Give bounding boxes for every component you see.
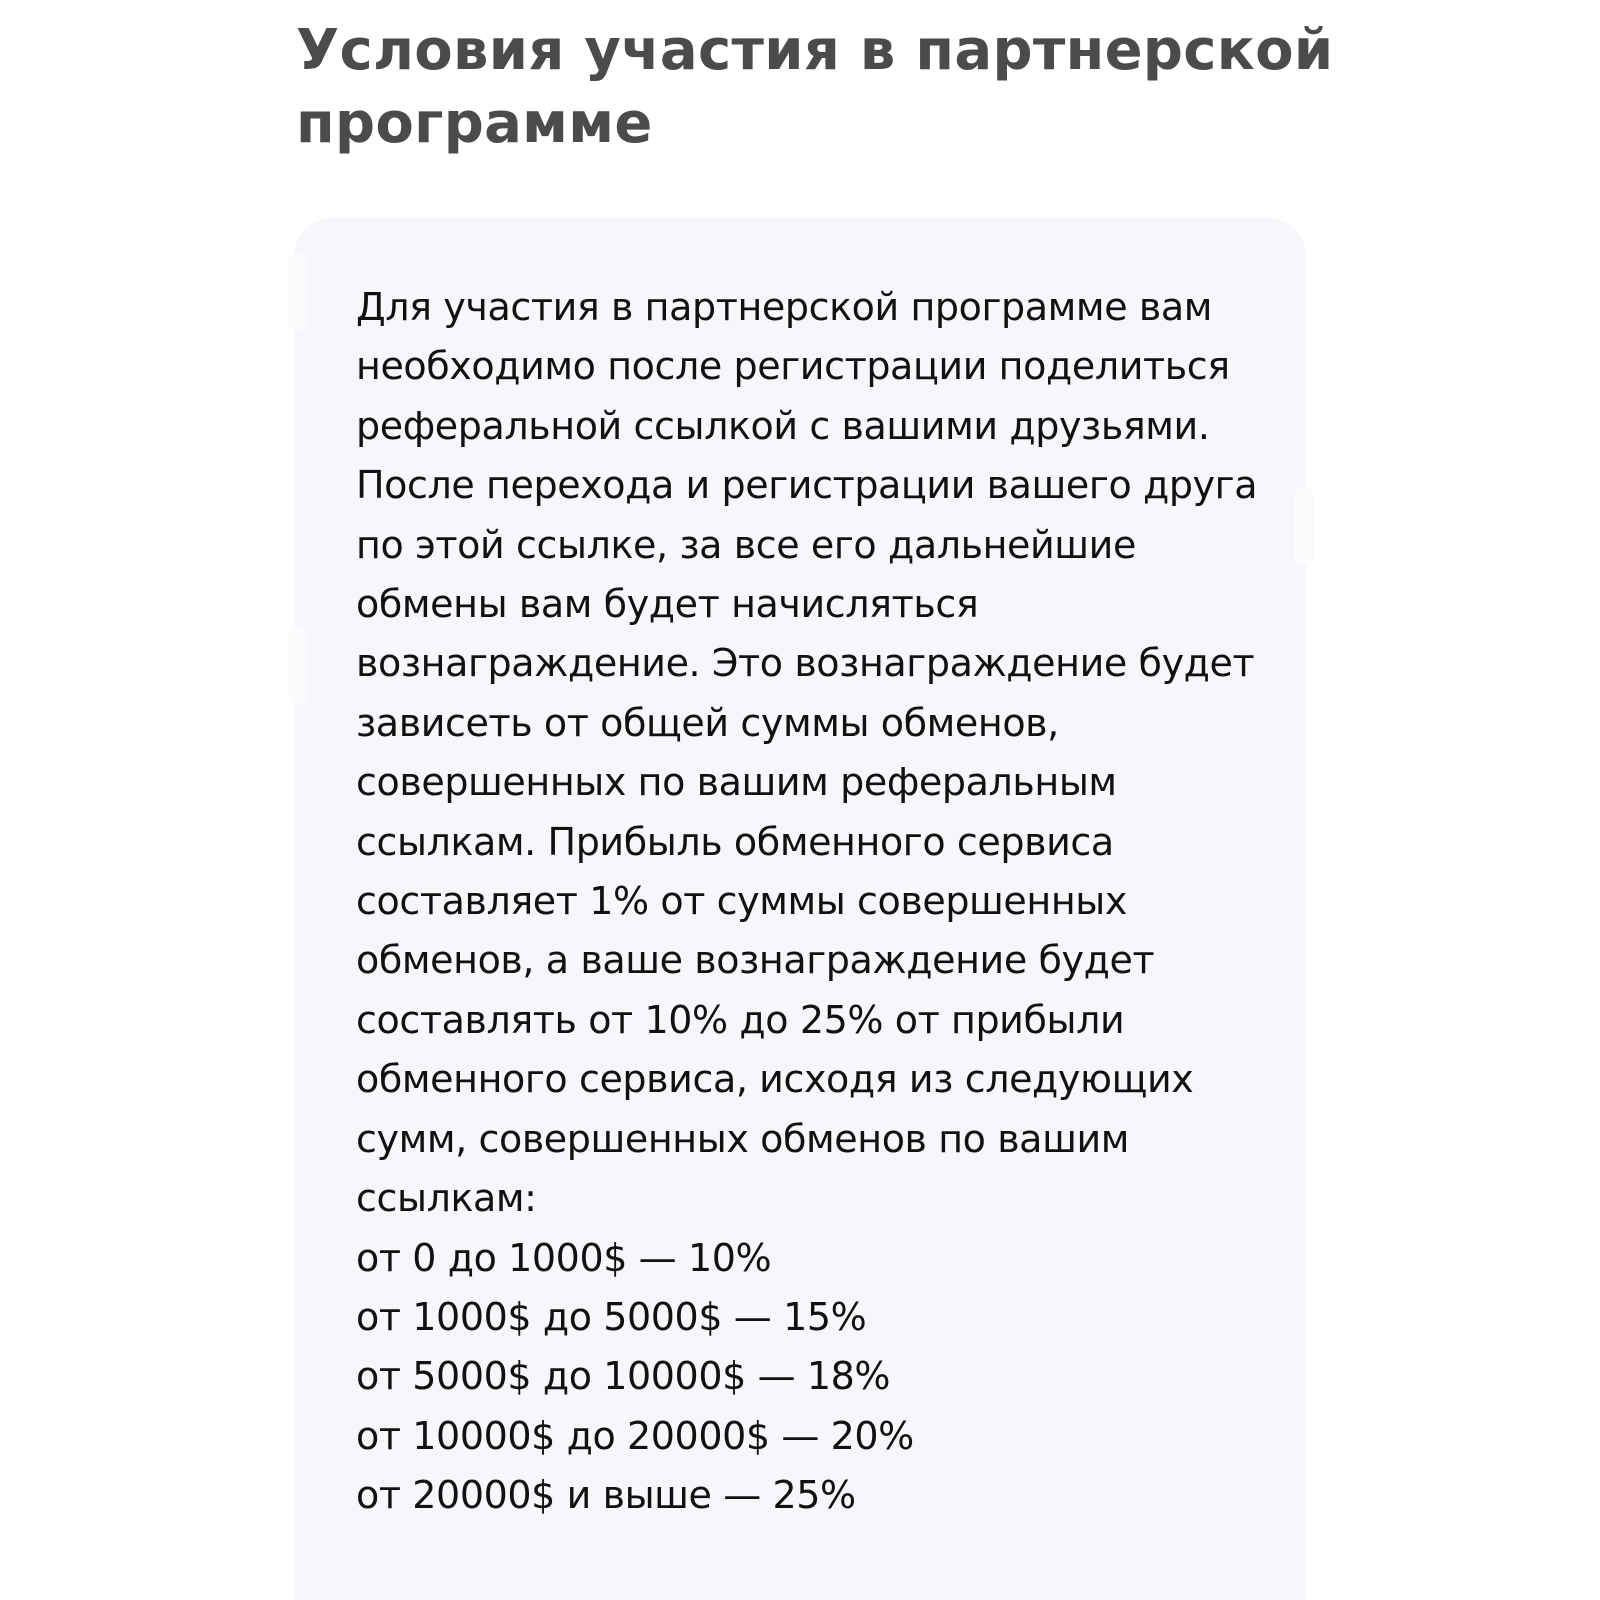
conditions-paragraph: Для участия в партнерской программе вам необходимо после регистрации поделиться реферальной ссылкой с вашими друзьями. После перехода и регистрации вашего друга по этой ссылке, за все его дальнейшие обмены вам будет начисляться вознаграждение. Это вознаграждение будет зависеть от общей суммы обменов, совершенных по вашим реферальным ссылкам. Прибыль обменного сервиса составляет 1% от суммы совершенных обменов, а ваше вознаграждение будет составлять от 10% до 25% от прибыли обменного сервиса, исходя из следующих сумм, совершенных обменов по вашим ссылкам: bbox=[356, 285, 1258, 1221]
card-edge-decoration bbox=[1294, 488, 1314, 566]
page-title: Условия участия в партнерской программе bbox=[296, 18, 1334, 156]
reward-tier-item: от 5000$ до 10000$ — 18% bbox=[356, 1354, 891, 1399]
conditions-card bbox=[294, 218, 1306, 1600]
card-edge-decoration bbox=[288, 626, 308, 704]
card-edge-decoration bbox=[288, 252, 308, 330]
reward-tier-item: от 20000$ и выше — 25% bbox=[356, 1473, 856, 1518]
reward-tier-item: от 0 до 1000$ — 10% bbox=[356, 1235, 772, 1280]
reward-tier-item: от 10000$ до 20000$ — 20% bbox=[356, 1413, 914, 1458]
reward-tier-item: от 1000$ до 5000$ — 15% bbox=[356, 1294, 867, 1339]
reward-tier-list bbox=[356, 1229, 1266, 1526]
